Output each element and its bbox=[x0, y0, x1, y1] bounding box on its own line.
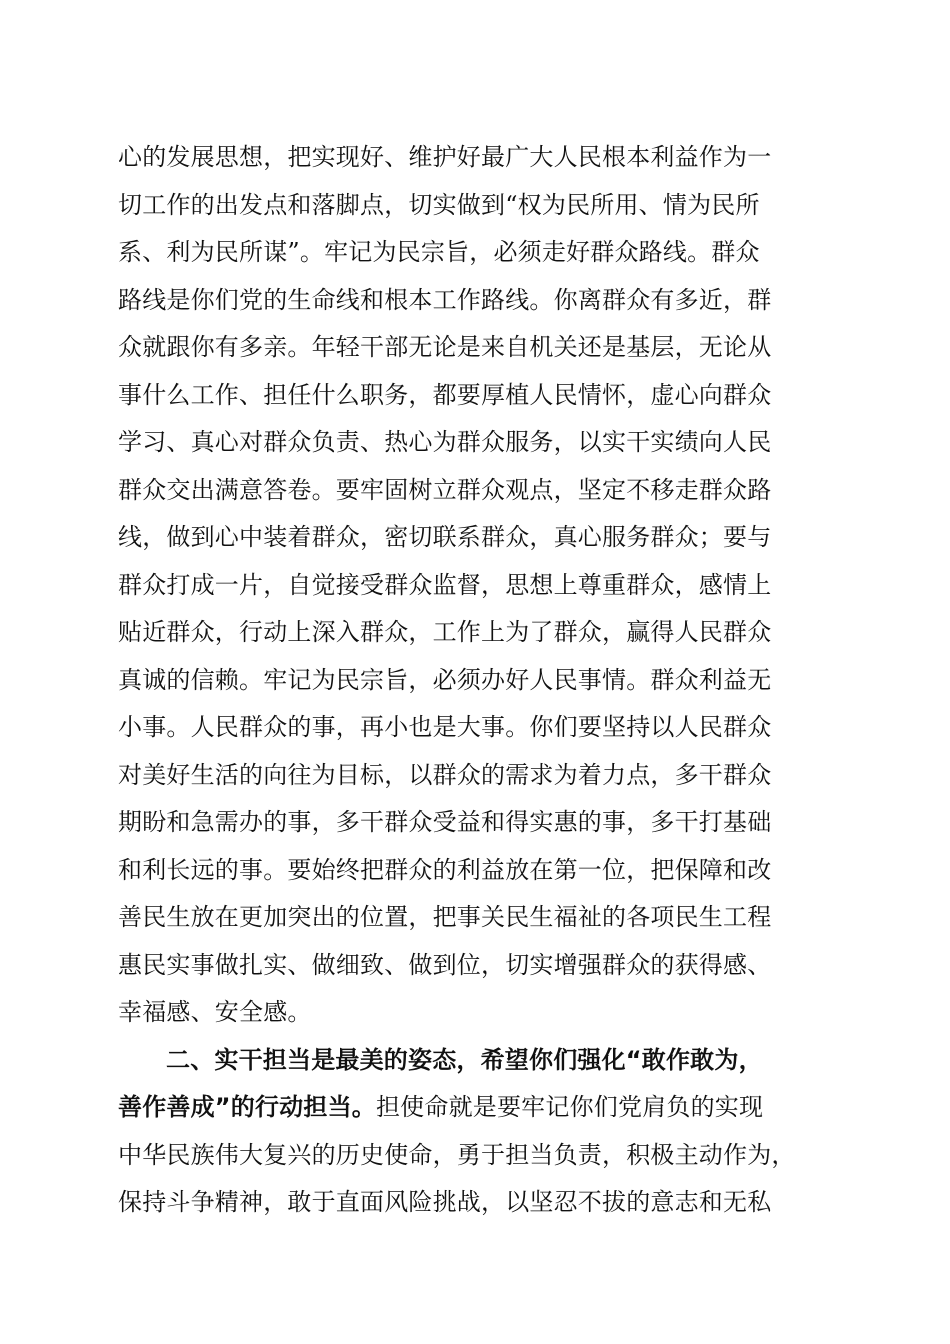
text-line bbox=[118, 1084, 838, 1132]
text-line: 线，做到心中装着群众，密切联系群众，真心服务群众；要与 bbox=[118, 523, 772, 551]
text-line: 和利长远的事。要始终把群众的利益放在第一位，把保障和改 bbox=[118, 855, 772, 884]
text-line: 中华民族伟大复兴的历史使命，勇于担当负责，积极主动作为， bbox=[118, 1140, 796, 1169]
text-line: 众就跟你有多亲。年轻干部无论是来自机关还是基层，无论从 bbox=[118, 333, 772, 361]
text-line: 期盼和急需办的事，多干群众受益和得实惠的事，多干打基础 bbox=[118, 808, 772, 836]
text-line: 幸福感、安全感。 bbox=[118, 998, 312, 1026]
text-line: 惠民实事做扎实、做细致、做到位，切实增强群众的获得感、 bbox=[118, 950, 772, 979]
text-run: 担使命就是要牢记你们党肩负的实现 bbox=[375, 1093, 764, 1121]
text-line: 小事。人民群众的事，再小也是大事。你们要坚持以人民群众 bbox=[118, 713, 772, 741]
text-line: 心的发展思想，把实现好、维护好最广大人民根本利益作为一 bbox=[118, 143, 772, 171]
text-line: 贴近群众，行动上深入群众，工作上为了群众，赢得人民群众 bbox=[118, 618, 772, 646]
text-line: 事什么工作、担任什么职务，都要厚植人民情怀，虚心向群众 bbox=[118, 380, 772, 409]
text-line: 群众打成一片，自觉接受群众监督，思想上尊重群众，感情上 bbox=[118, 570, 772, 599]
text-line: 切工作的出发点和落脚点，切实做到“权为民所用、情为民所 bbox=[118, 190, 760, 219]
body-text bbox=[118, 134, 838, 1227]
text-line: 路线是你们党的生命线和根本工作路线。你离群众有多近，群 bbox=[118, 285, 772, 314]
text-line: 善民生放在更加突出的位置，把事关民生福祉的各项民生工程 bbox=[118, 903, 772, 931]
text-line: 系、利为民所谋”。牢记为民宗旨，必须走好群众路线。群众 bbox=[118, 238, 760, 266]
text-line: 群众交出满意答卷。要牢固树立群众观点，坚定不移走群众路 bbox=[118, 475, 772, 504]
section-heading-continued: 善作善成”的行动担当。 bbox=[118, 1093, 376, 1121]
text-line: 真诚的信赖。牢记为民宗旨，必须办好人民事情。群众利益无 bbox=[118, 665, 772, 694]
text-line: 保持斗争精神，敢于直面风险挑战，以坚忍不拔的意志和无私 bbox=[118, 1188, 772, 1216]
section-heading: 二、实干担当是最美的姿态，希望你们强化“敢作敢为， bbox=[166, 1045, 763, 1074]
text-line: 对美好生活的向往为目标，以群众的需求为着力点，多干群众 bbox=[118, 760, 772, 789]
section-heading-line bbox=[118, 1037, 838, 1085]
text-line: 学习、真心对群众负责、热心为群众服务，以实干实绩向人民 bbox=[118, 428, 772, 456]
